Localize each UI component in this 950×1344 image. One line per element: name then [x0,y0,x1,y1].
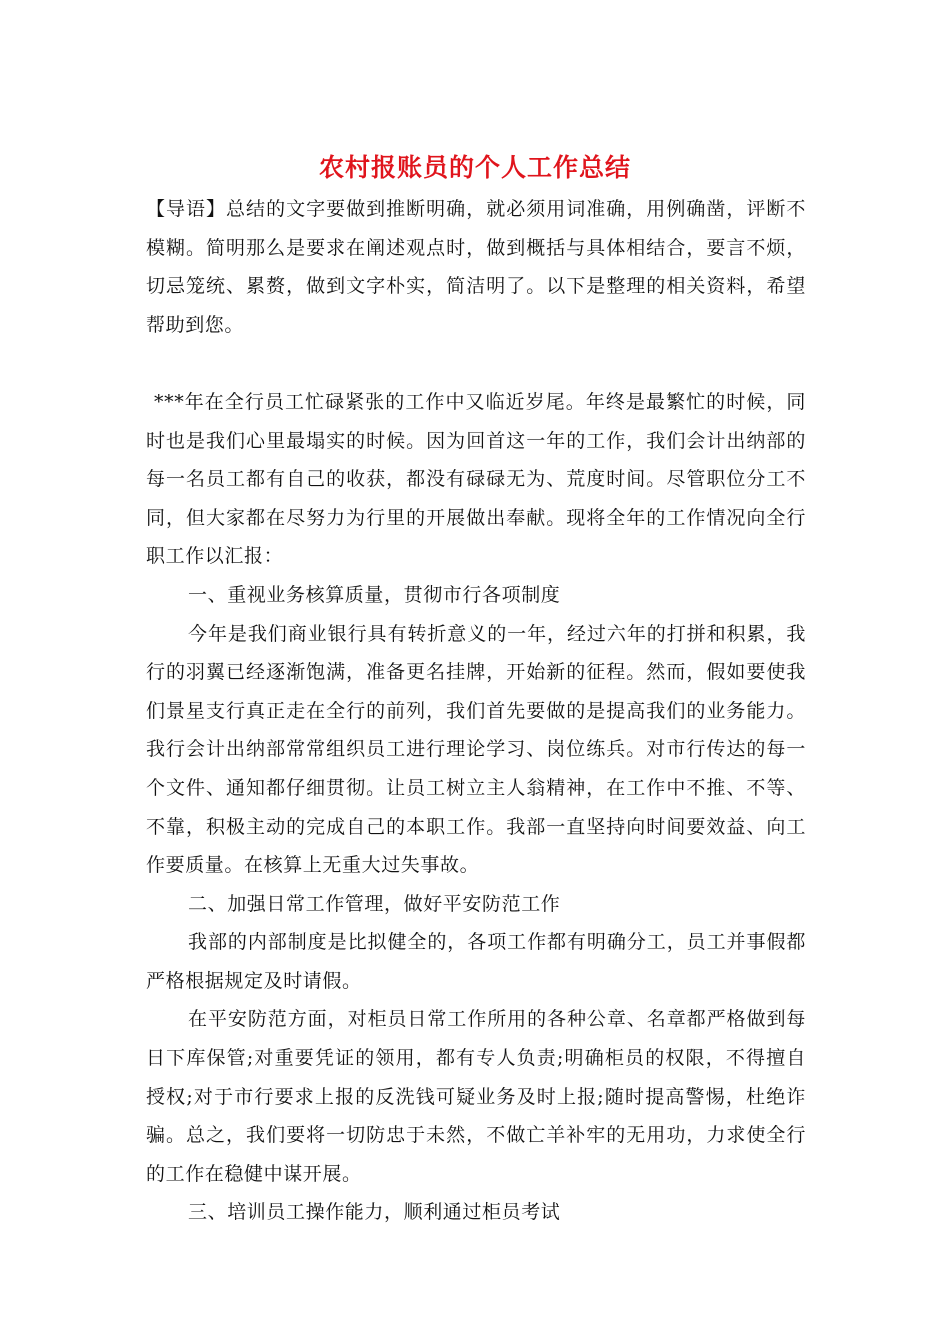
document-body [146,190,806,1232]
section-2-paragraph-2: 在平安防范方面，对柜员日常工作所用的各种公章、名章都严格做到每日下库保管;对重要凭证的领用，都有专人负责;明确柜员的权限，不得擅自授权;对于市行要求上报的反洗钱可疑业务及时上报;随时提高警惕，杜绝诈骗。总之，我们要将一切防忠于未然，不做亡羊补牢的无用功，力求使全行的工作在稳健中谋开展。 [146,1008,806,1185]
document-title: 农村报账员的个人工作总结 [318,153,631,182]
section-1-paragraph: 今年是我们商业银行具有转折意义的一年，经过六年的打拼和积累，我行的羽翼已经逐渐饱满，准备更名挂牌，开始新的征程。然而，假如要使我们景星支行真正走在全行的前列，我们首先要做的是提高我们的业务能力。我行会计出纳部常常组织员工进行理论学习、岗位练兵。对市行传达的每一个文件、通知都仔细贯彻。让员工树立主人翁精神，在工作中不推、不等、不靠，积极主动的完成自己的本职工作。我部一直坚持向时间要效益、向工作要质量。在核算上无重大过失事故。 [146,622,806,877]
opening-paragraph: ***年在全行员工忙碌紧张的工作中又临近岁尾。年终是最繁忙的时候，同时也是我们心里最塌实的时候。因为回首这一年的工作，我们会计出纳部的每一名员工都有自己的收获，都没有碌碌无为、荒度时间。尽管职位分工不同，但大家都在尽努力为行里的开展做出奉献。现将全年的工作情况向全行职工作以汇报： [146,390,806,568]
section-heading-1: 一、重视业务核算质量，贯彻市行各项制度 [188,583,561,606]
paragraph-spacer [146,344,806,383]
section-heading-2: 二、加强日常工作管理，做好平安防范工作 [188,892,561,915]
section-heading-3: 三、培训员工操作能力，顺利通过柜员考试 [188,1201,561,1224]
intro-paragraph: 【导语】总结的文字要做到推断明确，就必须用词准确，用例确凿，评断不模糊。简明那么是要求在阐述观点时，做到概括与具体相结合，要言不烦，切忌笼统、累赘，做到文字朴实，简洁明了。以下是整理的相关资料，希望帮助到您。 [146,198,806,336]
section-2-paragraph-1: 我部的内部制度是比拟健全的，各项工作都有明确分工，员工并事假都严格根据规定及时请假。 [146,931,806,992]
